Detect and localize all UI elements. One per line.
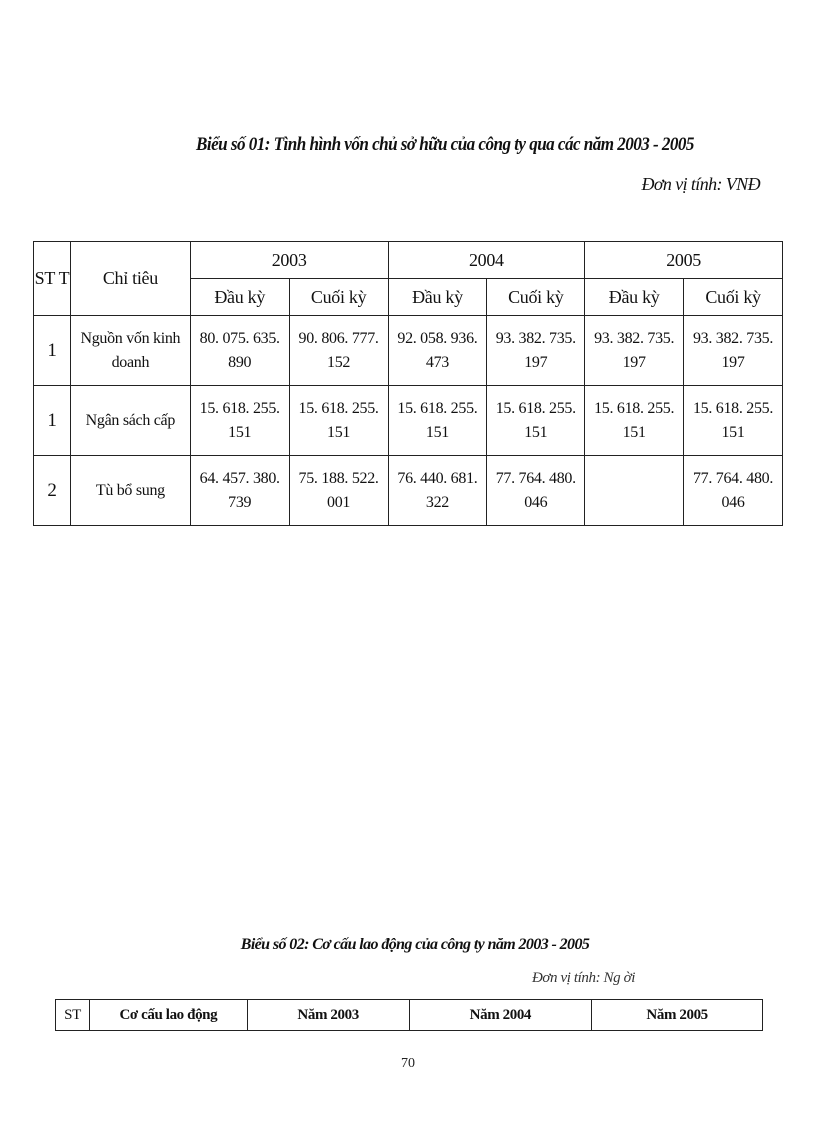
- header-dau-ky: Đầu kỳ: [190, 279, 289, 316]
- value-cell: 93. 382. 735. 197: [487, 316, 585, 386]
- header-co-cau: Cơ cấu lao động: [89, 1000, 247, 1031]
- header-year-2004: 2004: [388, 242, 585, 279]
- page-number: 70: [401, 1056, 415, 1071]
- header-chi-tieu: Chỉ tiêu: [70, 242, 190, 316]
- header-year-2003: 2003: [190, 242, 388, 279]
- header-stt: ST T: [34, 242, 71, 316]
- header-cuoi-ky: Cuối kỳ: [487, 279, 585, 316]
- header-nam-2003: Năm 2003: [247, 1000, 409, 1031]
- header-year-2005: 2005: [585, 242, 783, 279]
- table-row: [34, 386, 783, 456]
- labor-table: [55, 999, 763, 1031]
- row-stt: 1: [34, 316, 71, 386]
- value-cell: 80. 075. 635. 890: [190, 316, 289, 386]
- value-cell: 93. 382. 735. 197: [684, 316, 783, 386]
- labor-header-row: [56, 1000, 763, 1031]
- header-nam-2005: Năm 2005: [592, 1000, 763, 1031]
- row-label: Tù bổ sung: [70, 456, 190, 526]
- row-label: Nguồn vốn kinh doanh: [70, 316, 190, 386]
- value-cell: 15. 618. 255. 151: [388, 386, 487, 456]
- header-nam-2004: Năm 2004: [409, 1000, 592, 1031]
- table1-unit: Đơn vị tính: VNĐ: [641, 174, 760, 194]
- value-cell: 64. 457. 380. 739: [190, 456, 289, 526]
- value-cell: [585, 456, 684, 526]
- value-cell: 92. 058. 936. 473: [388, 316, 487, 386]
- value-cell: 15. 618. 255. 151: [684, 386, 783, 456]
- table1-title: Biểu số 01: Tình hình vốn chủ sở hữu của công ty qua các năm 2003 - 2005: [196, 134, 694, 155]
- header-stt: ST: [56, 1000, 90, 1031]
- value-cell: 75. 188. 522. 001: [289, 456, 388, 526]
- value-cell: 15. 618. 255. 151: [289, 386, 388, 456]
- header-dau-ky: Đầu kỳ: [388, 279, 487, 316]
- table2-title: Biểu số 02: Cơ cấu lao động của công ty năm 2003 - 2005: [240, 936, 590, 953]
- table2-unit: Đơn vị tính: Ng ời: [532, 970, 635, 986]
- value-cell: 76. 440. 681. 322: [388, 456, 487, 526]
- row-stt: 1: [34, 386, 71, 456]
- header-cuoi-ky: Cuối kỳ: [684, 279, 783, 316]
- value-cell: 93. 382. 735. 197: [585, 316, 684, 386]
- table-row: [34, 456, 783, 526]
- equity-table: [33, 241, 783, 526]
- header-row-years: [34, 242, 783, 279]
- header-dau-ky: Đầu kỳ: [585, 279, 684, 316]
- value-cell: 77. 764. 480. 046: [487, 456, 585, 526]
- value-cell: 15. 618. 255. 151: [585, 386, 684, 456]
- value-cell: 90. 806. 777. 152: [289, 316, 388, 386]
- row-label: Ngân sách cấp: [70, 386, 190, 456]
- header-cuoi-ky: Cuối kỳ: [289, 279, 388, 316]
- value-cell: 77. 764. 480. 046: [684, 456, 783, 526]
- value-cell: 15. 618. 255. 151: [190, 386, 289, 456]
- row-stt: 2: [34, 456, 71, 526]
- table-row: [34, 316, 783, 386]
- value-cell: 15. 618. 255. 151: [487, 386, 585, 456]
